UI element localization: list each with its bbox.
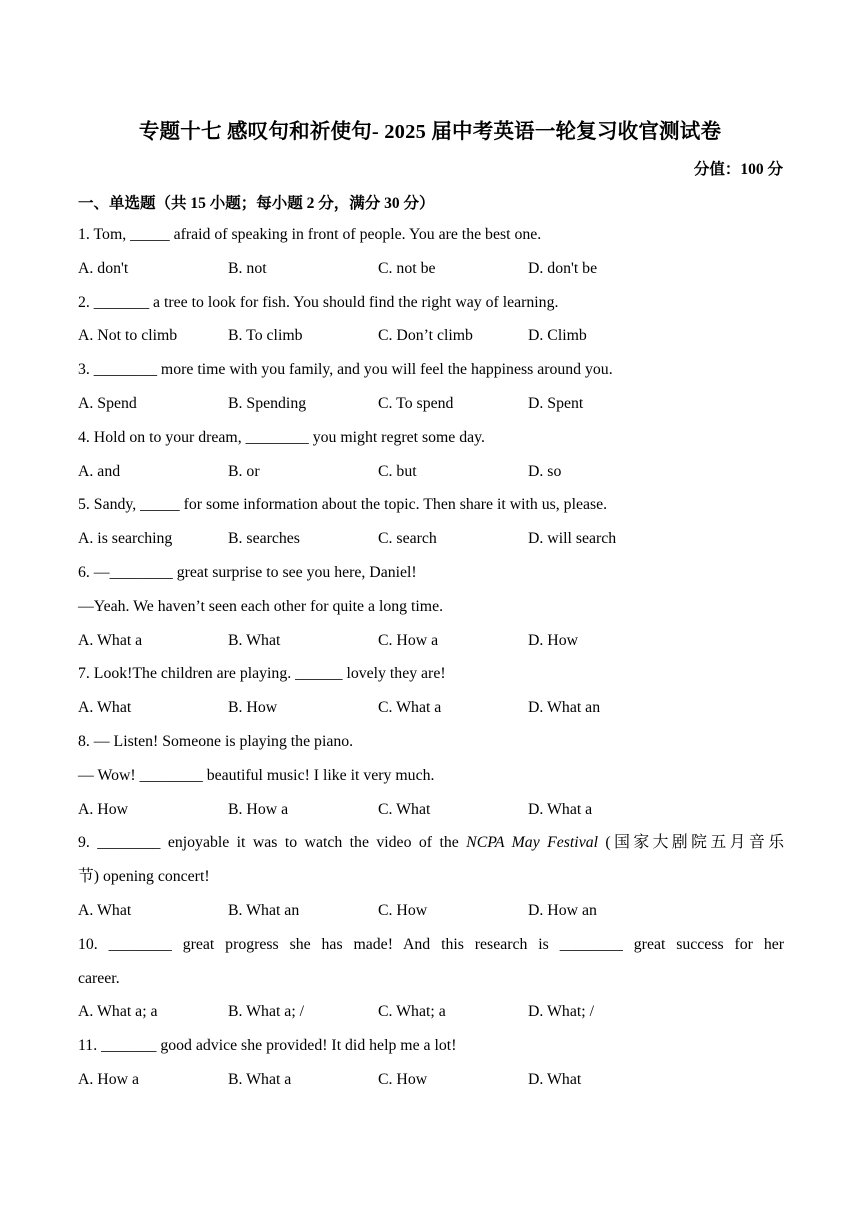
- answer-options: [78, 387, 784, 421]
- stem-text: 4. Hold on to your dream, ________ you might regret some day.: [78, 428, 485, 446]
- option-c: C. search: [378, 530, 437, 548]
- stem-text: —Yeah. We haven’t seen each other for quite a long time.: [78, 597, 444, 615]
- answer-options: [78, 624, 784, 658]
- question-stem: [78, 286, 784, 320]
- stem-text: 3. ________ more time with you family, and you will feel the happiness around you.: [78, 361, 613, 379]
- stem-text: 节) opening concert!: [78, 868, 210, 886]
- answer-options: [78, 691, 784, 725]
- option-b: B. Spending: [228, 394, 307, 412]
- question-stem-continued: [78, 590, 784, 624]
- option-d: D. What; /: [528, 1003, 594, 1021]
- option-b: B. What an: [228, 901, 300, 919]
- question-10: [78, 928, 784, 1029]
- section-heading: 一、单选题（共 15 小题；每小题 2 分，满分 30 分）: [78, 195, 435, 212]
- stem-text: 11. _______ good advice she provided! It did help me a lot!: [78, 1037, 457, 1055]
- option-d: D. What an: [528, 699, 601, 717]
- option-a: A. What a: [78, 631, 143, 649]
- stem-text: 6. —________ great surprise to see you here, Daniel!: [78, 563, 417, 581]
- option-b: B. How: [228, 699, 278, 717]
- option-b: B. searches: [228, 530, 300, 548]
- option-c: C. How: [378, 1070, 428, 1088]
- option-a: A. Not to climb: [78, 327, 178, 345]
- option-d: D. will search: [528, 530, 617, 548]
- question-8: [78, 725, 784, 826]
- page-title: 专题十七 感叹句和祈使句- 2025 届中考英语一轮复习收官测试卷: [138, 121, 722, 143]
- option-a: A. Spend: [78, 394, 137, 412]
- option-d: D. How: [528, 631, 579, 649]
- option-d: D. Spent: [528, 394, 584, 412]
- stem-text: 2. _______ a tree to look for fish. You should find the right way of learning.: [78, 293, 559, 311]
- option-d: D. Climb: [528, 327, 587, 345]
- option-a: A. What: [78, 699, 132, 717]
- option-b: B. or: [228, 462, 260, 480]
- question-stem: [78, 1029, 784, 1063]
- option-b: B. What a: [228, 1070, 292, 1088]
- option-b: B. What: [228, 631, 281, 649]
- option-c: C. Don’t climb: [378, 327, 473, 345]
- stem-text: 8. — Listen! Someone is playing the piano.: [78, 732, 354, 750]
- option-d: D. What a: [528, 800, 593, 818]
- option-c: C. To spend: [378, 394, 454, 412]
- question-3: [78, 353, 784, 421]
- stem-text: 10. ________ great progress she has made! And this research is ________ great success for her: [78, 935, 784, 953]
- option-c: C. but: [378, 462, 417, 480]
- option-a: A. How a: [78, 1070, 139, 1088]
- option-c: C. What a: [378, 699, 442, 717]
- question-stem: [78, 928, 784, 962]
- option-b: B. How a: [228, 800, 289, 818]
- answer-options: [78, 894, 784, 928]
- option-d: D. What: [528, 1070, 582, 1088]
- option-b: B. What a; /: [228, 1003, 305, 1021]
- question-stem: [78, 488, 784, 522]
- question-11: [78, 1029, 784, 1097]
- question-stem-continued: [78, 962, 784, 996]
- question-9: [78, 826, 784, 927]
- answer-options: [78, 522, 784, 556]
- option-c: C. not be: [378, 259, 436, 277]
- stem-text: — Wow! ________ beautiful music! I like it very much.: [78, 766, 435, 784]
- stem-text: 9. ________ enjoyable it was to watch the video of the: [78, 834, 467, 852]
- option-b: B. To climb: [228, 327, 303, 345]
- italic-text: NCPA May Festival: [466, 834, 598, 852]
- question-stem: [78, 218, 784, 252]
- question-stem: [78, 556, 784, 590]
- question-4: [78, 421, 784, 489]
- question-7: [78, 657, 784, 725]
- question-stem: [78, 725, 784, 759]
- question-6: [78, 556, 784, 657]
- answer-options: [78, 455, 784, 489]
- option-a: A. don't: [78, 259, 129, 277]
- option-d: D. don't be: [528, 259, 598, 277]
- option-a: A. What: [78, 901, 132, 919]
- answer-options: [78, 252, 784, 286]
- stem-text: 7. Look!The children are playing. ______ lovely they are!: [78, 665, 446, 683]
- question-stem: [78, 353, 784, 387]
- option-a: A. What a; a: [78, 1003, 158, 1021]
- option-a: A. is searching: [78, 530, 173, 548]
- option-a: A. How: [78, 800, 129, 818]
- answer-options: [78, 995, 784, 1029]
- total-score: 分值：100 分: [693, 161, 783, 178]
- answer-options: [78, 319, 784, 353]
- question-stem-continued: [78, 759, 784, 793]
- stem-text: career.: [78, 969, 120, 987]
- question-5: [78, 488, 784, 556]
- stem-text: (国家大剧院五月音乐: [598, 834, 784, 852]
- question-stem: [78, 421, 784, 455]
- answer-options: [78, 1063, 784, 1097]
- question-1: [78, 218, 784, 286]
- question-stem: [78, 657, 784, 691]
- question-stem: [78, 826, 784, 860]
- option-c: C. How: [378, 901, 428, 919]
- option-a: A. and: [78, 462, 121, 480]
- question-2: [78, 286, 784, 354]
- option-b: B. not: [228, 259, 267, 277]
- option-c: C. How a: [378, 631, 439, 649]
- option-c: C. What: [378, 800, 431, 818]
- option-c: C. What; a: [378, 1003, 446, 1021]
- question-list: [78, 218, 784, 1097]
- question-stem-continued: [78, 860, 784, 894]
- answer-options: [78, 793, 784, 827]
- stem-text: 5. Sandy, _____ for some information about the topic. Then share it with us, please.: [78, 496, 608, 514]
- option-d: D. so: [528, 462, 562, 480]
- stem-text: 1. Tom, _____ afraid of speaking in front of people. You are the best one.: [78, 226, 542, 243]
- option-d: D. How an: [528, 901, 597, 919]
